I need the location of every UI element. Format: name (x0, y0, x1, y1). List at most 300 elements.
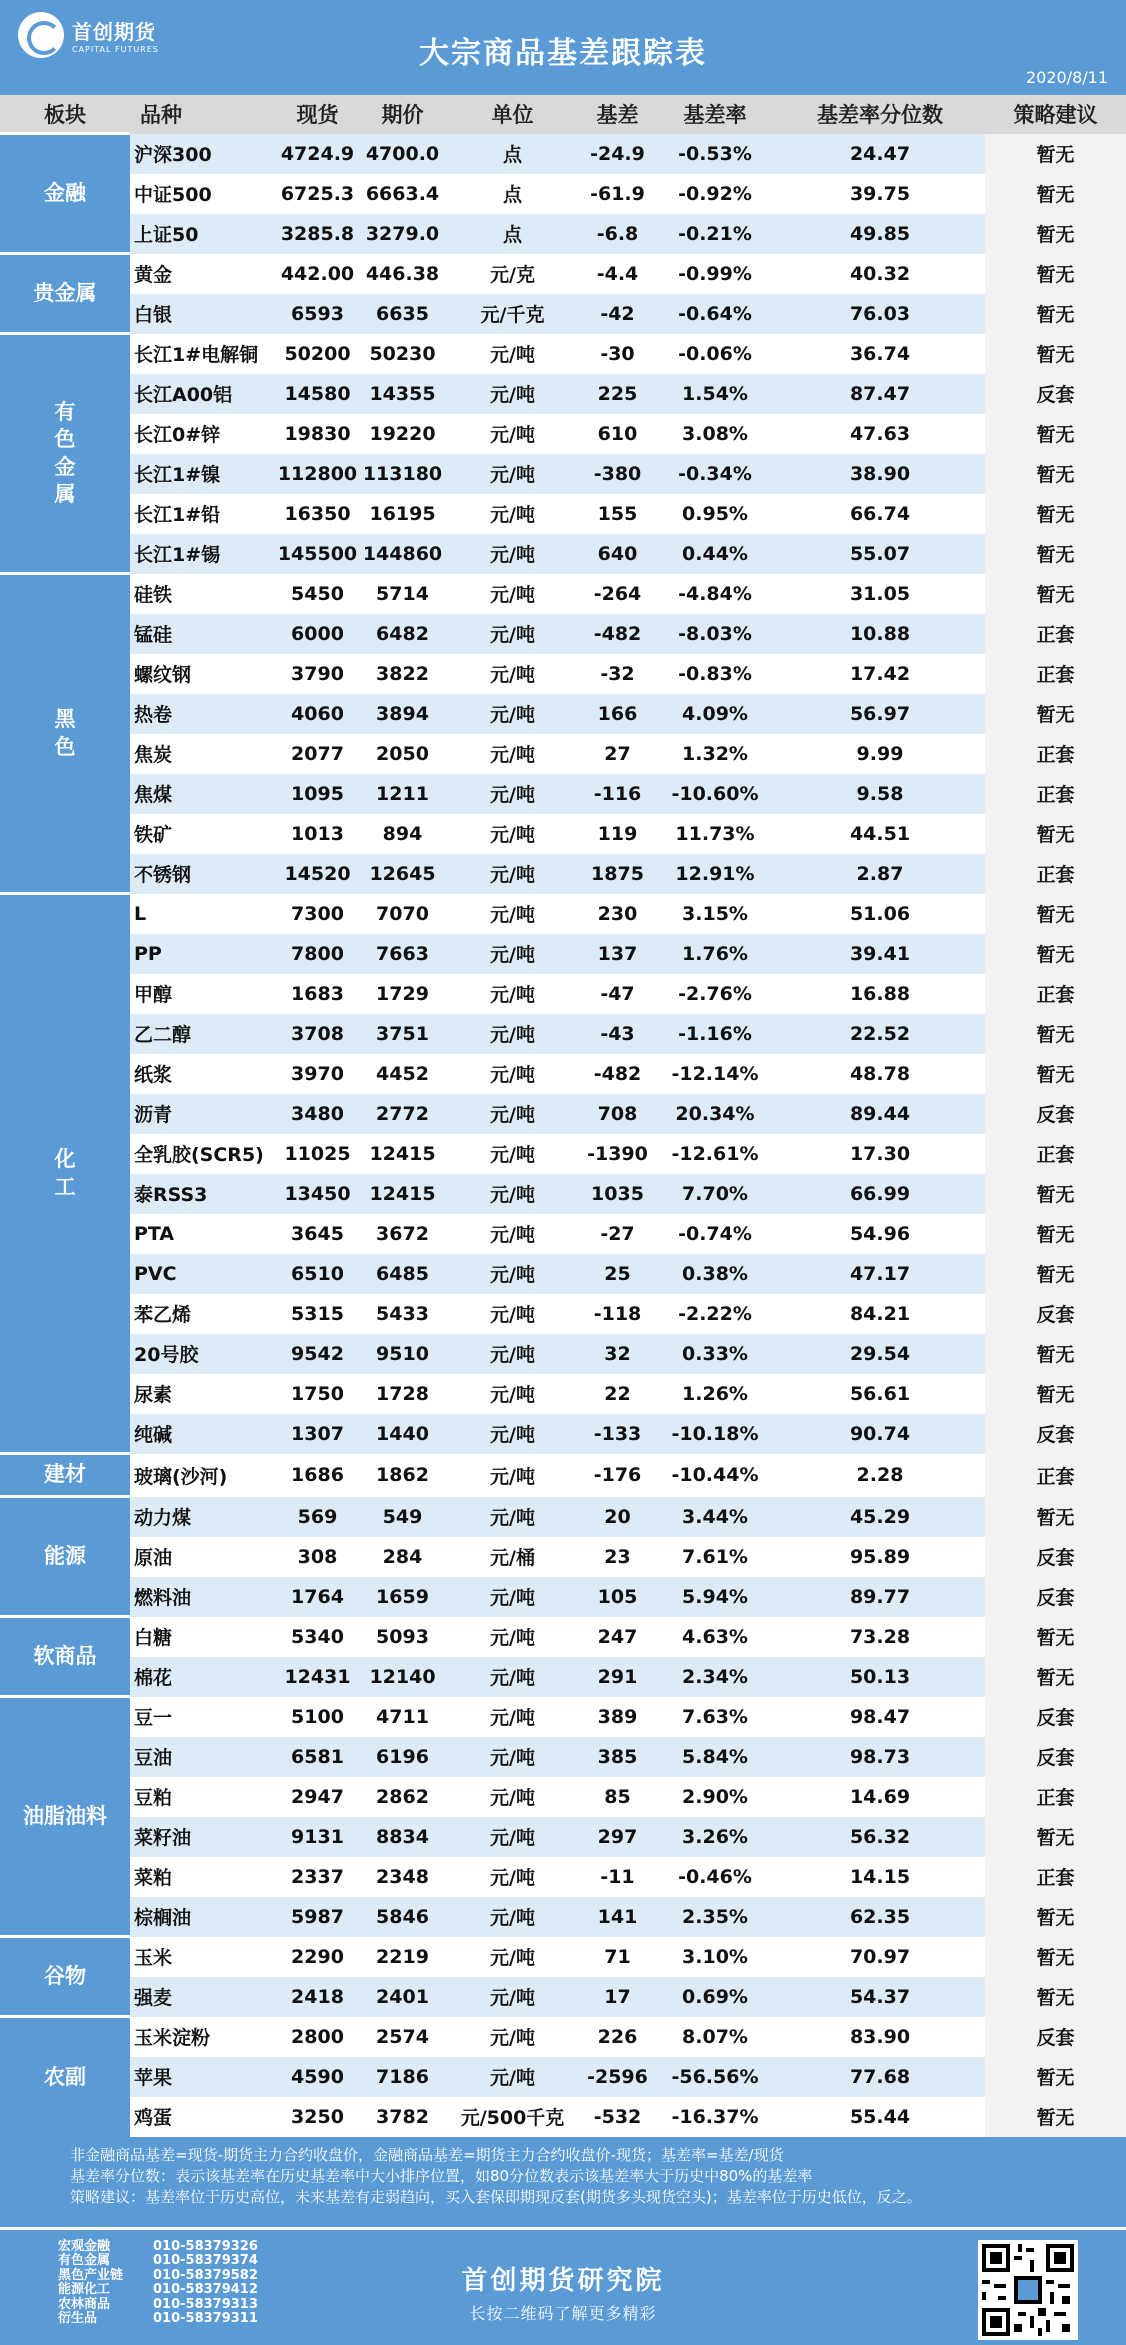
commodity-name-cell: 焦煤 (130, 774, 275, 814)
spot-price-cell: 1750 (275, 1374, 360, 1414)
table-header-row (0, 95, 1126, 134)
basis-rate-cell: -0.74% (655, 1214, 775, 1254)
basis-cell: -4.4 (580, 254, 655, 294)
commodity-name-cell: 沪深300 (130, 134, 275, 174)
spot-price-cell: 9542 (275, 1334, 360, 1374)
basis-rate-cell: 2.90% (655, 1777, 775, 1817)
strategy-cell: 暂无 (985, 334, 1126, 374)
column-header: 基差率 (655, 95, 775, 134)
unit-cell: 元/千克 (445, 294, 580, 334)
commodity-name-cell: 白银 (130, 294, 275, 334)
contact-dept: 衍生品 (58, 2311, 98, 2326)
commodity-name-cell: 棉花 (130, 1657, 275, 1697)
qr-slogan: 长按二维码了解更多精彩 (469, 2303, 657, 2323)
unit-cell: 元/桶 (445, 1537, 580, 1577)
unit-cell: 元/吨 (445, 894, 580, 934)
strategy-cell: 正套 (985, 1134, 1126, 1174)
spot-price-cell: 4590 (275, 2057, 360, 2097)
futures-price-cell: 12645 (360, 854, 445, 894)
commodity-name-cell: 尿素 (130, 1374, 275, 1414)
basis-rate-cell: -0.83% (655, 654, 775, 694)
table-row (0, 1897, 1126, 1937)
column-header: 期价 (360, 95, 445, 134)
spot-price-cell: 5100 (275, 1697, 360, 1737)
basis-rate-cell: 3.44% (655, 1497, 775, 1537)
basis-percentile-cell: 50.13 (775, 1657, 985, 1697)
basis-percentile-cell: 84.21 (775, 1294, 985, 1334)
table-row (0, 534, 1126, 574)
table-row (0, 1697, 1126, 1737)
basis-rate-cell: 4.63% (655, 1617, 775, 1657)
basis-rate-cell: 7.63% (655, 1697, 775, 1737)
basis-rate-cell: -4.84% (655, 574, 775, 614)
basis-cell: 17 (580, 1977, 655, 2017)
unit-cell: 元/吨 (445, 454, 580, 494)
futures-price-cell: 2348 (360, 1857, 445, 1897)
futures-price-cell: 1728 (360, 1374, 445, 1414)
basis-rate-cell: 0.95% (655, 494, 775, 534)
spot-price-cell: 14520 (275, 854, 360, 894)
spot-price-cell: 3250 (275, 2097, 360, 2137)
commodity-name-cell: 长江0#锌 (130, 414, 275, 454)
column-header: 基差率分位数 (775, 95, 985, 134)
unit-cell: 元/吨 (445, 1497, 580, 1537)
strategy-cell: 暂无 (985, 1334, 1126, 1374)
basis-percentile-cell: 87.47 (775, 374, 985, 414)
spot-price-cell: 14580 (275, 374, 360, 414)
basis-percentile-cell: 54.96 (775, 1214, 985, 1254)
basis-rate-cell: -56.56% (655, 2057, 775, 2097)
spot-price-cell: 2077 (275, 734, 360, 774)
unit-cell: 元/吨 (445, 1094, 580, 1134)
spot-price-cell: 6581 (275, 1737, 360, 1777)
commodity-name-cell: 长江A00铝 (130, 374, 275, 414)
contact-phone: 010-58379412 (153, 2282, 258, 2297)
contact-dept: 有色金属 (58, 2253, 111, 2268)
commodity-name-cell: L (130, 894, 275, 934)
sector-label: 黑 色 (0, 574, 130, 894)
basis-percentile-cell: 77.68 (775, 2057, 985, 2097)
table-row (0, 694, 1126, 734)
commodity-name-cell: 菜籽油 (130, 1817, 275, 1857)
logo-english-name: CAPITAL FUTURES (72, 45, 159, 54)
table-row (0, 574, 1126, 614)
basis-percentile-cell: 73.28 (775, 1617, 985, 1657)
futures-price-cell: 3672 (360, 1214, 445, 1254)
table-row (0, 2057, 1126, 2097)
futures-price-cell: 12140 (360, 1657, 445, 1697)
basis-rate-cell: -12.61% (655, 1134, 775, 1174)
table-row (0, 1094, 1126, 1134)
table-row (0, 1454, 1126, 1497)
spot-price-cell: 6725.3 (275, 174, 360, 214)
basis-cell: 640 (580, 534, 655, 574)
basis-rate-cell: -12.14% (655, 1054, 775, 1094)
commodity-name-cell: 菜粕 (130, 1857, 275, 1897)
unit-cell: 元/克 (445, 254, 580, 294)
basis-percentile-cell: 47.63 (775, 414, 985, 454)
commodity-name-cell: 甲醇 (130, 974, 275, 1014)
futures-price-cell: 50230 (360, 334, 445, 374)
basis-percentile-cell: 49.85 (775, 214, 985, 254)
basis-cell: -176 (580, 1454, 655, 1497)
commodity-name-cell: 长江1#镍 (130, 454, 275, 494)
qr-code[interactable] (978, 2240, 1078, 2340)
basis-rate-cell: 5.94% (655, 1577, 775, 1617)
futures-price-cell: 5714 (360, 574, 445, 614)
unit-cell: 元/吨 (445, 974, 580, 1014)
spot-price-cell: 19830 (275, 414, 360, 454)
strategy-cell: 暂无 (985, 1014, 1126, 1054)
basis-cell: -30 (580, 334, 655, 374)
strategy-cell: 正套 (985, 734, 1126, 774)
strategy-cell: 暂无 (985, 694, 1126, 734)
basis-cell: -264 (580, 574, 655, 614)
futures-price-cell: 4700.0 (360, 134, 445, 174)
unit-cell: 元/吨 (445, 534, 580, 574)
table-row (0, 1577, 1126, 1617)
basis-rate-cell: 0.38% (655, 1254, 775, 1294)
contact-phone: 010-58379326 (153, 2238, 258, 2254)
basis-cell: 166 (580, 694, 655, 734)
basis-cell: 85 (580, 1777, 655, 1817)
basis-rate-cell: -10.44% (655, 1454, 775, 1497)
spot-price-cell: 308 (275, 1537, 360, 1577)
spot-price-cell: 1764 (275, 1577, 360, 1617)
basis-cell: 385 (580, 1737, 655, 1777)
spot-price-cell: 6593 (275, 294, 360, 334)
basis-percentile-cell: 16.88 (775, 974, 985, 1014)
commodity-name-cell: 白糖 (130, 1617, 275, 1657)
commodity-name-cell: 鸡蛋 (130, 2097, 275, 2137)
futures-price-cell: 4452 (360, 1054, 445, 1094)
basis-cell: -532 (580, 2097, 655, 2137)
spot-price-cell: 9131 (275, 1817, 360, 1857)
strategy-cell: 暂无 (985, 1617, 1126, 1657)
futures-price-cell: 2862 (360, 1777, 445, 1817)
unit-cell: 元/吨 (445, 1134, 580, 1174)
futures-price-cell: 2050 (360, 734, 445, 774)
unit-cell: 元/吨 (445, 1937, 580, 1977)
commodity-name-cell: 纯碱 (130, 1414, 275, 1454)
futures-price-cell: 144860 (360, 534, 445, 574)
sector-label: 化 工 (0, 894, 130, 1454)
basis-rate-cell: 3.08% (655, 414, 775, 454)
futures-price-cell: 8834 (360, 1817, 445, 1857)
basis-percentile-cell: 45.29 (775, 1497, 985, 1537)
commodity-name-cell: 动力煤 (130, 1497, 275, 1537)
strategy-cell: 暂无 (985, 1374, 1126, 1414)
basis-rate-cell: -2.76% (655, 974, 775, 1014)
table-row (0, 734, 1126, 774)
strategy-cell: 正套 (985, 614, 1126, 654)
futures-price-cell: 1659 (360, 1577, 445, 1617)
basis-cell: 1035 (580, 1174, 655, 1214)
basis-cell: -11 (580, 1857, 655, 1897)
unit-cell: 元/吨 (445, 1897, 580, 1937)
futures-price-cell: 6485 (360, 1254, 445, 1294)
strategy-cell: 反套 (985, 1294, 1126, 1334)
basis-percentile-cell: 55.44 (775, 2097, 985, 2137)
unit-cell: 元/吨 (445, 694, 580, 734)
spot-price-cell: 1013 (275, 814, 360, 854)
spot-price-cell: 112800 (275, 454, 360, 494)
commodity-name-cell: 硅铁 (130, 574, 275, 614)
strategy-cell: 正套 (985, 974, 1126, 1014)
spot-price-cell: 3790 (275, 654, 360, 694)
basis-percentile-cell: 17.42 (775, 654, 985, 694)
basis-percentile-cell: 2.87 (775, 854, 985, 894)
unit-cell: 元/吨 (445, 1857, 580, 1897)
basis-percentile-cell: 89.44 (775, 1094, 985, 1134)
unit-cell: 元/吨 (445, 1174, 580, 1214)
commodity-name-cell: 豆粕 (130, 1777, 275, 1817)
unit-cell: 点 (445, 174, 580, 214)
spot-price-cell: 1307 (275, 1414, 360, 1454)
unit-cell: 元/吨 (445, 1777, 580, 1817)
strategy-cell: 暂无 (985, 534, 1126, 574)
strategy-cell: 暂无 (985, 1977, 1126, 2017)
contact-dept: 宏观金融 (58, 2238, 111, 2254)
basis-percentile-cell: 39.75 (775, 174, 985, 214)
basis-cell: -118 (580, 1294, 655, 1334)
unit-cell: 元/吨 (445, 774, 580, 814)
basis-cell: 389 (580, 1697, 655, 1737)
spot-price-cell: 4060 (275, 694, 360, 734)
spot-price-cell: 12431 (275, 1657, 360, 1697)
basis-cell: 141 (580, 1897, 655, 1937)
basis-percentile-cell: 70.97 (775, 1937, 985, 1977)
basis-percentile-cell: 47.17 (775, 1254, 985, 1294)
unit-cell: 元/吨 (445, 654, 580, 694)
basis-rate-cell: 8.07% (655, 2017, 775, 2057)
contact-phone: 010-58379311 (153, 2311, 258, 2326)
basis-cell: -482 (580, 1054, 655, 1094)
strategy-cell: 反套 (985, 374, 1126, 414)
strategy-cell: 暂无 (985, 214, 1126, 254)
contact-phone: 010-58379374 (153, 2253, 258, 2268)
basis-cell: 119 (580, 814, 655, 854)
commodity-name-cell: 螺纹钢 (130, 654, 275, 694)
unit-cell: 元/吨 (445, 1977, 580, 2017)
contact-dept: 黑色产业链 (58, 2267, 124, 2283)
strategy-cell: 正套 (985, 654, 1126, 694)
note-line: 非金融商品基差=现货-期货主力合约收盘价，金融商品基差=期货主力合约收盘价-现货；基差率=基差/现货 (70, 2145, 784, 2164)
basis-cell: 137 (580, 934, 655, 974)
basis-rate-cell: 1.26% (655, 1374, 775, 1414)
basis-cell: 247 (580, 1617, 655, 1657)
qr-code-icon (978, 2240, 1078, 2340)
unit-cell: 元/吨 (445, 574, 580, 614)
table-row (0, 294, 1126, 334)
sector-label: 谷物 (0, 1937, 130, 2017)
table-row (0, 1817, 1126, 1857)
spot-price-cell: 16350 (275, 494, 360, 534)
unit-cell: 点 (445, 214, 580, 254)
table-row (0, 894, 1126, 934)
basis-cell: 32 (580, 1334, 655, 1374)
basis-rate-cell: 7.70% (655, 1174, 775, 1214)
sector-label: 农副 (0, 2017, 130, 2137)
basis-rate-cell: -0.06% (655, 334, 775, 374)
spot-price-cell: 3970 (275, 1054, 360, 1094)
spot-price-cell: 4724.9 (275, 134, 360, 174)
basis-percentile-cell: 83.90 (775, 2017, 985, 2057)
strategy-cell: 正套 (985, 1857, 1126, 1897)
futures-price-cell: 6196 (360, 1737, 445, 1777)
commodity-name-cell: 20号胶 (130, 1334, 275, 1374)
spot-price-cell: 3708 (275, 1014, 360, 1054)
basis-percentile-cell: 2.28 (775, 1454, 985, 1497)
unit-cell: 元/吨 (445, 614, 580, 654)
basis-table (0, 95, 1126, 2137)
commodity-name-cell: 焦炭 (130, 734, 275, 774)
sector-label: 有 色 金 属 (0, 334, 130, 574)
strategy-cell: 暂无 (985, 174, 1126, 214)
commodity-name-cell: 长江1#铅 (130, 494, 275, 534)
commodity-name-cell: 原油 (130, 1537, 275, 1577)
futures-price-cell: 3782 (360, 2097, 445, 2137)
logo-name: 首创期货 (72, 20, 156, 44)
commodity-name-cell: 燃料油 (130, 1577, 275, 1617)
futures-price-cell: 16195 (360, 494, 445, 534)
sector-label: 建材 (0, 1454, 130, 1497)
commodity-name-cell: 锰硅 (130, 614, 275, 654)
basis-rate-cell: -0.21% (655, 214, 775, 254)
spot-price-cell: 3480 (275, 1094, 360, 1134)
header (0, 0, 1126, 95)
basis-cell: 708 (580, 1094, 655, 1134)
strategy-cell: 反套 (985, 1737, 1126, 1777)
strategy-cell: 暂无 (985, 1937, 1126, 1977)
basis-percentile-cell: 40.32 (775, 254, 985, 294)
table-row (0, 654, 1126, 694)
futures-price-cell: 2219 (360, 1937, 445, 1977)
commodity-name-cell: 玻璃(沙河) (130, 1454, 275, 1497)
strategy-cell: 暂无 (985, 934, 1126, 974)
commodity-name-cell: 上证50 (130, 214, 275, 254)
strategy-cell: 反套 (985, 2017, 1126, 2057)
unit-cell: 元/吨 (445, 494, 580, 534)
futures-price-cell: 2401 (360, 1977, 445, 2017)
table-row (0, 174, 1126, 214)
spot-price-cell: 2337 (275, 1857, 360, 1897)
unit-cell: 元/吨 (445, 1697, 580, 1737)
commodity-name-cell: 纸浆 (130, 1054, 275, 1094)
futures-price-cell: 19220 (360, 414, 445, 454)
futures-price-cell: 5433 (360, 1294, 445, 1334)
basis-percentile-cell: 55.07 (775, 534, 985, 574)
sector-label: 贵金属 (0, 254, 130, 334)
commodity-name-cell: PP (130, 934, 275, 974)
basis-cell: 291 (580, 1657, 655, 1697)
basis-cell: 20 (580, 1497, 655, 1537)
basis-cell: -61.9 (580, 174, 655, 214)
basis-rate-cell: -16.37% (655, 2097, 775, 2137)
spot-price-cell: 6000 (275, 614, 360, 654)
strategy-cell: 暂无 (985, 1214, 1126, 1254)
unit-cell: 元/吨 (445, 414, 580, 454)
basis-rate-cell: -0.34% (655, 454, 775, 494)
basis-rate-cell: 3.10% (655, 1937, 775, 1977)
contact-phone: 010-58379582 (153, 2267, 258, 2283)
commodity-name-cell: 长江1#电解铜 (130, 334, 275, 374)
strategy-cell: 暂无 (985, 414, 1126, 454)
strategy-cell: 暂无 (985, 894, 1126, 934)
table-row (0, 1174, 1126, 1214)
futures-price-cell: 5846 (360, 1897, 445, 1937)
sector-label: 软商品 (0, 1617, 130, 1697)
basis-percentile-cell: 10.88 (775, 614, 985, 654)
futures-price-cell: 113180 (360, 454, 445, 494)
futures-price-cell: 7186 (360, 2057, 445, 2097)
basis-percentile-cell: 89.77 (775, 1577, 985, 1617)
spot-price-cell: 1095 (275, 774, 360, 814)
commodity-name-cell: 乙二醇 (130, 1014, 275, 1054)
basis-percentile-cell: 62.35 (775, 1897, 985, 1937)
futures-price-cell: 1211 (360, 774, 445, 814)
table-row (0, 1294, 1126, 1334)
table-row (0, 1857, 1126, 1897)
strategy-cell: 暂无 (985, 1817, 1126, 1857)
unit-cell: 元/吨 (445, 1294, 580, 1334)
table-row (0, 934, 1126, 974)
basis-rate-cell: 12.91% (655, 854, 775, 894)
unit-cell: 元/吨 (445, 734, 580, 774)
table-row (0, 1737, 1126, 1777)
table-row (0, 1777, 1126, 1817)
futures-price-cell: 12415 (360, 1134, 445, 1174)
table-row (0, 1254, 1126, 1294)
basis-cell: 226 (580, 2017, 655, 2057)
basis-percentile-cell: 66.74 (775, 494, 985, 534)
spot-price-cell: 2947 (275, 1777, 360, 1817)
basis-cell: -1390 (580, 1134, 655, 1174)
basis-rate-cell: 0.33% (655, 1334, 775, 1374)
basis-cell: 610 (580, 414, 655, 454)
basis-cell: 155 (580, 494, 655, 534)
spot-price-cell: 3645 (275, 1214, 360, 1254)
basis-percentile-cell: 9.99 (775, 734, 985, 774)
spot-price-cell: 6510 (275, 1254, 360, 1294)
unit-cell: 元/吨 (445, 1414, 580, 1454)
commodity-name-cell: 铁矿 (130, 814, 275, 854)
basis-cell: 225 (580, 374, 655, 414)
spot-price-cell: 2800 (275, 2017, 360, 2057)
unit-cell: 元/吨 (445, 1617, 580, 1657)
spot-price-cell: 11025 (275, 1134, 360, 1174)
unit-cell: 元/吨 (445, 1737, 580, 1777)
spot-price-cell: 569 (275, 1497, 360, 1537)
futures-price-cell: 3279.0 (360, 214, 445, 254)
table-row (0, 254, 1126, 294)
unit-cell: 元/吨 (445, 2017, 580, 2057)
basis-rate-cell: -1.16% (655, 1014, 775, 1054)
futures-price-cell: 5093 (360, 1617, 445, 1657)
table-row (0, 974, 1126, 1014)
basis-rate-cell: -0.99% (655, 254, 775, 294)
commodity-name-cell: 不锈钢 (130, 854, 275, 894)
basis-percentile-cell: 54.37 (775, 1977, 985, 2017)
spot-price-cell: 145500 (275, 534, 360, 574)
strategy-cell: 正套 (985, 854, 1126, 894)
unit-cell: 元/吨 (445, 334, 580, 374)
basis-percentile-cell: 90.74 (775, 1414, 985, 1454)
table-row (0, 454, 1126, 494)
table-row (0, 334, 1126, 374)
basis-cell: 27 (580, 734, 655, 774)
basis-rate-cell: -10.60% (655, 774, 775, 814)
